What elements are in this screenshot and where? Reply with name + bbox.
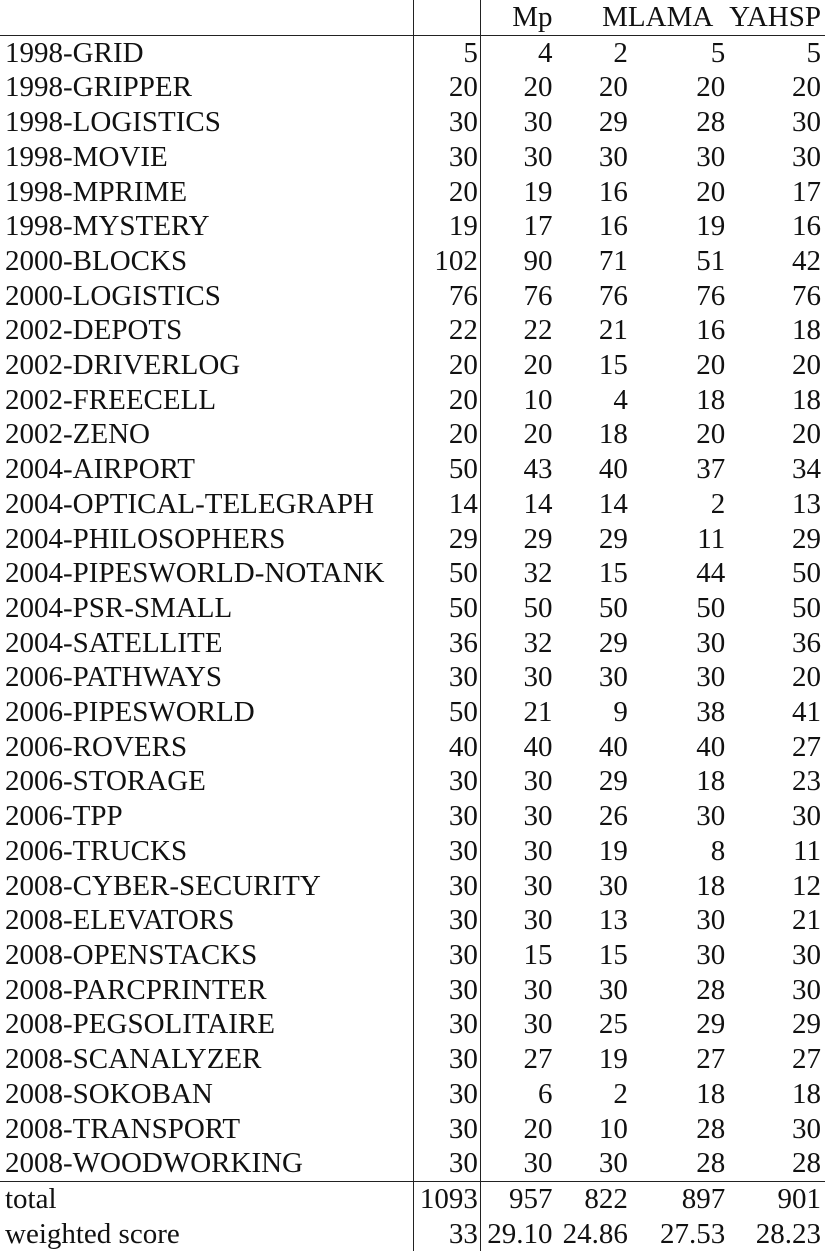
lama-cell: 28 <box>696 1147 726 1180</box>
mp-cell: 30 <box>523 140 553 173</box>
mp-cell: 29.10 <box>487 1217 553 1250</box>
lama-cell: 27.53 <box>659 1217 726 1250</box>
lama-cell: 18 <box>696 765 726 798</box>
lama-cell: 76 <box>696 279 726 312</box>
domain-cell: 2004-SATELLITE <box>0 626 414 661</box>
domain-cell: 2004-PHILOSOPHERS <box>0 522 414 557</box>
domain-cell: 1998-LOGISTICS <box>0 105 414 140</box>
lama-cell: 51 <box>696 244 726 277</box>
lama-cell: 30 <box>696 938 726 971</box>
table-row <box>0 973 825 1008</box>
lama-cell: 8 <box>710 834 726 867</box>
table-row <box>0 1077 825 1112</box>
summary-row <box>0 1217 825 1252</box>
table-row <box>0 417 825 452</box>
total-cell: 30 <box>414 834 481 869</box>
domain-cell: 2008-OPENSTACKS <box>0 938 414 973</box>
m-cell: 50 <box>598 591 628 624</box>
mp-cell: 30 <box>523 765 553 798</box>
total-cell: 29 <box>414 522 481 557</box>
mp-cell: 21 <box>523 696 553 729</box>
total-cell: 22 <box>414 313 481 348</box>
mp-cell: 27 <box>523 1043 553 1076</box>
mp-cell: 30 <box>523 904 553 937</box>
table-row <box>0 660 825 695</box>
yahsp-cell: 18 <box>792 1077 821 1110</box>
m-cell: 822 <box>553 1181 628 1216</box>
domain-cell: 2002-FREECELL <box>0 383 414 418</box>
table-row <box>0 938 825 973</box>
summary-row <box>0 1181 825 1216</box>
table-row <box>0 695 825 730</box>
yahsp-cell: 20 <box>792 418 821 451</box>
table-row <box>0 730 825 765</box>
yahsp-cell: 13 <box>792 487 821 520</box>
lama-cell: 18 <box>696 1077 726 1110</box>
yahsp-cell: 28 <box>792 1147 821 1180</box>
lama-cell: 37 <box>696 453 726 486</box>
m-cell: 9 <box>613 696 628 729</box>
lama-cell: 18 <box>696 383 726 416</box>
total-cell: 30 <box>414 140 481 175</box>
domain-cell: 2006-TRUCKS <box>0 834 414 869</box>
total-cell: 30 <box>414 938 481 973</box>
lama-cell: 30 <box>696 904 726 937</box>
domain-cell: 2002-DEPOTS <box>0 313 414 348</box>
yahsp-cell: 76 <box>792 279 821 312</box>
table-row <box>0 626 825 661</box>
table-row <box>0 903 825 938</box>
m-cell: 29 <box>598 106 628 139</box>
total-cell: 20 <box>414 175 481 210</box>
lama-cell: 18 <box>696 869 726 902</box>
m-cell: 29 <box>598 626 628 659</box>
domain-cell: 2002-DRIVERLOG <box>0 348 414 383</box>
mp-cell: 20 <box>523 349 553 382</box>
lama-cell: 44 <box>696 557 726 590</box>
table-header-row <box>0 0 825 35</box>
total-cell: 20 <box>414 417 481 452</box>
total-cell: 102 <box>414 244 481 279</box>
domain-cell: 2000-BLOCKS <box>0 244 414 279</box>
domain-cell: 2006-PIPESWORLD <box>0 695 414 730</box>
m-cell: 24.86 <box>562 1217 628 1250</box>
m-cell: 29 <box>598 765 628 798</box>
total-cell: 33 <box>414 1217 481 1252</box>
m-cell: 2 <box>613 1077 628 1110</box>
mp-cell: 17 <box>523 210 553 243</box>
table-row <box>0 175 825 210</box>
m-cell: 29 <box>598 522 628 555</box>
lama-cell: 50 <box>696 591 726 624</box>
header-total-cell <box>414 0 481 35</box>
total-cell: 20 <box>414 348 481 383</box>
mp-cell: 20 <box>523 71 553 104</box>
yahsp-cell: 5 <box>725 35 825 70</box>
table-row <box>0 556 825 591</box>
domain-cell: 2008-PARCPRINTER <box>0 973 414 1008</box>
mp-cell: 32 <box>523 626 553 659</box>
table-summary <box>0 1181 825 1251</box>
m-cell: 20 <box>598 71 628 104</box>
domain-cell: 2008-SOKOBAN <box>0 1077 414 1112</box>
total-cell: 30 <box>414 1077 481 1112</box>
domain-cell: total <box>0 1181 414 1216</box>
m-cell: 16 <box>598 210 628 243</box>
domain-cell: 2006-ROVERS <box>0 730 414 765</box>
m-cell: 26 <box>598 800 628 833</box>
lama-cell: 28 <box>696 106 726 139</box>
yahsp-cell: 50 <box>792 557 821 590</box>
mp-cell: 22 <box>523 314 553 347</box>
table-row <box>0 209 825 244</box>
lama-cell: 20 <box>696 349 726 382</box>
domain-cell: 1998-MPRIME <box>0 175 414 210</box>
m-cell: 30 <box>598 869 628 902</box>
yahsp-cell: 29 <box>792 522 821 555</box>
table-row <box>0 279 825 314</box>
m-cell: 18 <box>598 418 628 451</box>
mp-cell: 76 <box>523 279 553 312</box>
mp-cell: 6 <box>538 1077 553 1110</box>
total-cell: 40 <box>414 730 481 765</box>
table-row <box>0 799 825 834</box>
m-cell: 15 <box>598 349 628 382</box>
mp-cell: 20 <box>523 418 553 451</box>
total-cell: 30 <box>414 799 481 834</box>
lama-cell: 29 <box>696 1008 726 1041</box>
m-cell: 40 <box>598 453 628 486</box>
table-row <box>0 70 825 105</box>
yahsp-cell: 28.23 <box>755 1217 821 1250</box>
domain-cell: 1998-GRIPPER <box>0 70 414 105</box>
mp-cell: 30 <box>523 834 553 867</box>
yahsp-cell: 21 <box>792 904 821 937</box>
mp-cell: 14 <box>523 487 553 520</box>
mp-cell: 30 <box>523 1008 553 1041</box>
yahsp-cell: 16 <box>792 210 821 243</box>
total-cell: 30 <box>414 764 481 799</box>
lama-cell: 897 <box>628 1181 725 1216</box>
domain-cell: weighted score <box>0 1217 414 1252</box>
yahsp-cell: 30 <box>792 973 821 1006</box>
yahsp-cell: 901 <box>725 1181 825 1216</box>
yahsp-cell: 36 <box>792 626 821 659</box>
total-cell: 30 <box>414 1146 481 1181</box>
domain-cell: 2008-WOODWORKING <box>0 1146 414 1181</box>
domain-cell: 2008-CYBER-SECURITY <box>0 869 414 904</box>
domain-cell: 2006-STORAGE <box>0 764 414 799</box>
mp-cell: 50 <box>523 591 553 624</box>
total-cell: 30 <box>414 973 481 1008</box>
lama-cell: 19 <box>696 210 726 243</box>
table-row <box>0 869 825 904</box>
lama-cell: 11 <box>697 522 726 555</box>
table-row <box>0 105 825 140</box>
table-row <box>0 244 825 279</box>
yahsp-cell: 30 <box>792 938 821 971</box>
yahsp-cell: 27 <box>792 1043 821 1076</box>
yahsp-cell: 50 <box>792 591 821 624</box>
total-cell: 50 <box>414 556 481 591</box>
yahsp-cell: 20 <box>792 349 821 382</box>
lama-cell: 30 <box>696 140 726 173</box>
domain-cell: 1998-GRID <box>0 35 414 70</box>
m-cell: 4 <box>613 383 628 416</box>
m-cell: 15 <box>598 557 628 590</box>
total-cell: 30 <box>414 1007 481 1042</box>
table-row <box>0 1112 825 1147</box>
domain-cell: 2000-LOGISTICS <box>0 279 414 314</box>
table-row <box>0 1007 825 1042</box>
total-cell: 19 <box>414 209 481 244</box>
yahsp-cell: 18 <box>792 314 821 347</box>
m-cell: 30 <box>598 1147 628 1180</box>
header-domain-cell <box>0 0 414 35</box>
total-cell: 20 <box>414 383 481 418</box>
m-cell: 15 <box>598 938 628 971</box>
lama-cell: 5 <box>628 35 725 70</box>
mp-cell: 4 <box>480 35 552 70</box>
domain-cell: 2004-OPTICAL-TELEGRAPH <box>0 487 414 522</box>
table-row <box>0 591 825 626</box>
yahsp-cell: 18 <box>792 383 821 416</box>
yahsp-cell: 42 <box>792 244 821 277</box>
yahsp-cell: 17 <box>792 175 821 208</box>
header-lama-cell: LAMA <box>627 1 714 33</box>
total-cell: 50 <box>414 695 481 730</box>
mp-cell: 30 <box>523 869 553 902</box>
mp-cell: 30 <box>523 973 553 1006</box>
yahsp-cell: 12 <box>792 869 821 902</box>
mp-cell: 30 <box>523 800 553 833</box>
table-row <box>0 313 825 348</box>
table-row <box>0 140 825 175</box>
domain-cell: 1998-MOVIE <box>0 140 414 175</box>
total-cell: 76 <box>414 279 481 314</box>
m-cell: 21 <box>598 314 628 347</box>
total-cell: 1093 <box>414 1181 481 1216</box>
header-yahsp-cell: YAHSP <box>729 1 821 33</box>
lama-cell: 20 <box>696 418 726 451</box>
yahsp-cell: 29 <box>792 1008 821 1041</box>
mp-cell: 90 <box>523 244 553 277</box>
m-cell: 19 <box>598 1043 628 1076</box>
lama-cell: 20 <box>696 71 726 104</box>
domain-cell: 2006-PATHWAYS <box>0 660 414 695</box>
total-cell: 30 <box>414 869 481 904</box>
yahsp-cell: 20 <box>792 661 821 694</box>
m-cell: 30 <box>598 973 628 1006</box>
m-cell: 71 <box>598 244 628 277</box>
table-row <box>0 764 825 799</box>
lama-cell: 40 <box>696 730 726 763</box>
table-row <box>0 487 825 522</box>
lama-cell: 2 <box>710 487 726 520</box>
m-cell: 40 <box>598 730 628 763</box>
mp-cell: 10 <box>523 383 553 416</box>
yahsp-cell: 34 <box>792 453 821 486</box>
total-cell: 14 <box>414 487 481 522</box>
mp-cell: 30 <box>523 1147 553 1180</box>
total-cell: 50 <box>414 591 481 626</box>
m-cell: 10 <box>598 1112 628 1145</box>
domain-cell: 1998-MYSTERY <box>0 209 414 244</box>
mp-cell: 32 <box>523 557 553 590</box>
total-cell: 30 <box>414 903 481 938</box>
header-mp-cell: Mp <box>512 1 553 33</box>
total-cell: 30 <box>414 1112 481 1147</box>
table-row <box>0 452 825 487</box>
domain-cell: 2004-PIPESWORLD-NOTANK <box>0 556 414 591</box>
total-cell: 30 <box>414 105 481 140</box>
yahsp-cell: 30 <box>792 140 821 173</box>
table-row <box>0 35 825 70</box>
lama-cell: 38 <box>696 696 726 729</box>
mp-cell: 19 <box>523 175 553 208</box>
total-cell: 36 <box>414 626 481 661</box>
m-cell: 13 <box>598 904 628 937</box>
lama-cell: 30 <box>696 626 726 659</box>
mp-cell: 957 <box>480 1181 552 1216</box>
m-cell: 2 <box>553 35 628 70</box>
yahsp-cell: 30 <box>792 800 821 833</box>
m-cell: 30 <box>598 661 628 694</box>
mp-cell: 30 <box>523 661 553 694</box>
lama-cell: 20 <box>696 175 726 208</box>
total-cell: 30 <box>414 1042 481 1077</box>
header-m-cell: M <box>602 1 628 33</box>
lama-cell: 16 <box>696 314 726 347</box>
lama-cell: 28 <box>696 1112 726 1145</box>
domain-cell: 2004-AIRPORT <box>0 452 414 487</box>
domain-cell: 2008-ELEVATORS <box>0 903 414 938</box>
m-cell: 19 <box>598 834 628 867</box>
m-cell: 25 <box>598 1008 628 1041</box>
lama-cell: 30 <box>696 661 726 694</box>
lama-cell: 28 <box>696 973 726 1006</box>
yahsp-cell: 27 <box>792 730 821 763</box>
table-row <box>0 348 825 383</box>
total-cell: 30 <box>414 660 481 695</box>
yahsp-cell: 20 <box>792 71 821 104</box>
table-row <box>0 383 825 418</box>
total-cell: 50 <box>414 452 481 487</box>
total-cell: 20 <box>414 70 481 105</box>
domain-cell: 2004-PSR-SMALL <box>0 591 414 626</box>
m-cell: 16 <box>598 175 628 208</box>
domain-cell: 2002-ZENO <box>0 417 414 452</box>
mp-cell: 30 <box>523 106 553 139</box>
mp-cell: 43 <box>523 453 553 486</box>
domain-cell: 2008-TRANSPORT <box>0 1112 414 1147</box>
domain-cell: 2008-PEGSOLITAIRE <box>0 1007 414 1042</box>
m-cell: 14 <box>598 487 628 520</box>
table-row <box>0 522 825 557</box>
table-body <box>0 35 825 1181</box>
table-row <box>0 1042 825 1077</box>
total-cell: 5 <box>414 35 481 70</box>
yahsp-cell: 11 <box>793 834 821 867</box>
mp-cell: 40 <box>523 730 553 763</box>
yahsp-cell: 30 <box>792 1112 821 1145</box>
m-cell: 30 <box>598 140 628 173</box>
yahsp-cell: 23 <box>792 765 821 798</box>
yahsp-cell: 30 <box>792 106 821 139</box>
lama-cell: 30 <box>696 800 726 833</box>
lama-cell: 27 <box>696 1043 726 1076</box>
mp-cell: 20 <box>523 1112 553 1145</box>
mp-cell: 29 <box>523 522 553 555</box>
table-row <box>0 1146 825 1181</box>
domain-cell: 2006-TPP <box>0 799 414 834</box>
domain-cell: 2008-SCANALYZER <box>0 1042 414 1077</box>
table-row <box>0 834 825 869</box>
m-cell: 76 <box>598 279 628 312</box>
mp-cell: 15 <box>523 938 553 971</box>
yahsp-cell: 41 <box>792 696 821 729</box>
